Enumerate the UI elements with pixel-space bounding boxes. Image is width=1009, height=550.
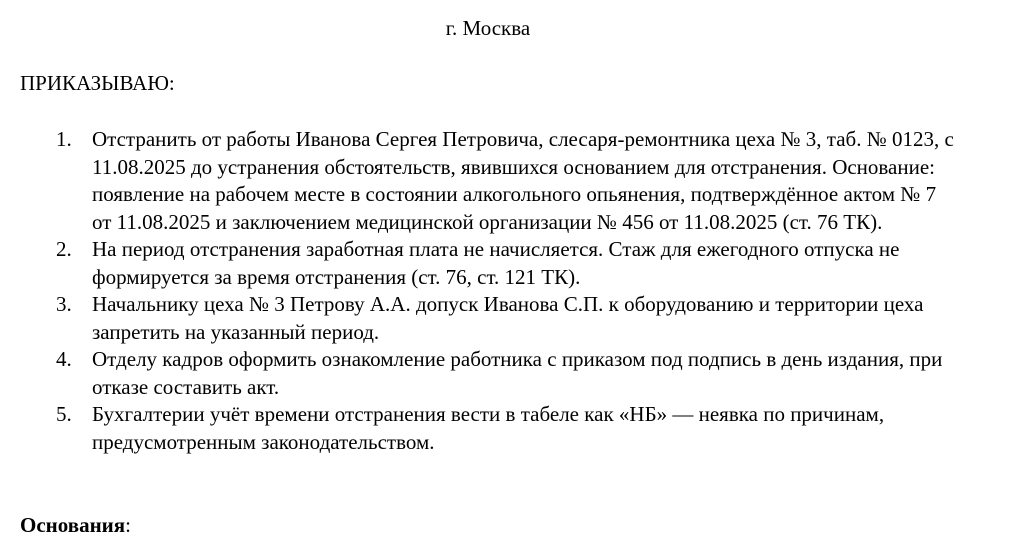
item-number: 4. [56,347,72,371]
item-text: Отстранить от работы Иванова Сергея Петровича, слесаря-ремонтника цеха № 3, таб. № 0123, с 11.08.2025 до устранения обстоятельств, явившихся основанием для отстранения. Основание: появление на рабочем месте в состоянии алкогольного опьянения, подтверждённое актом № 7 от 11.08.2025 и заключением медицинской организации № 456 от 11.08.2025 (ст. 76 ТК). [92,127,954,234]
item-text: Отделу кадров оформить ознакомление работника с приказом под подпись в день издания, при отказе составить акт. [92,347,943,399]
item-text: На период отстранения заработная плата не начисляется. Стаж для ежегодного отпуска не формируется за время отстранения (ст. 76, ст. 121 ТК). [92,237,900,289]
list-item [0,401,960,456]
list-item [0,126,960,236]
list-item [0,236,960,291]
item-text: Бухгалтерии учёт времени отстранения вести в табеле как «НБ» — неявка по причинам, предусмотренным законодательством. [92,402,885,454]
item-text: Начальнику цеха № 3 Петрову А.А. допуск Иванова С.П. к оборудованию и территории цеха запретить на указанный период. [92,292,924,344]
item-number: 3. [56,292,72,316]
grounds-colon: : [125,513,131,537]
grounds-label: Основания [20,513,126,537]
item-number: 5. [56,402,72,426]
list-item [0,346,960,401]
order-heading: ПРИКАЗЫВАЮ: [20,71,175,95]
item-number: 1. [56,127,72,151]
item-number: 2. [56,237,72,261]
city-line: г. Москва [445,16,531,40]
order-items-list [0,126,960,456]
grounds-heading [20,512,131,540]
list-item [0,291,960,346]
